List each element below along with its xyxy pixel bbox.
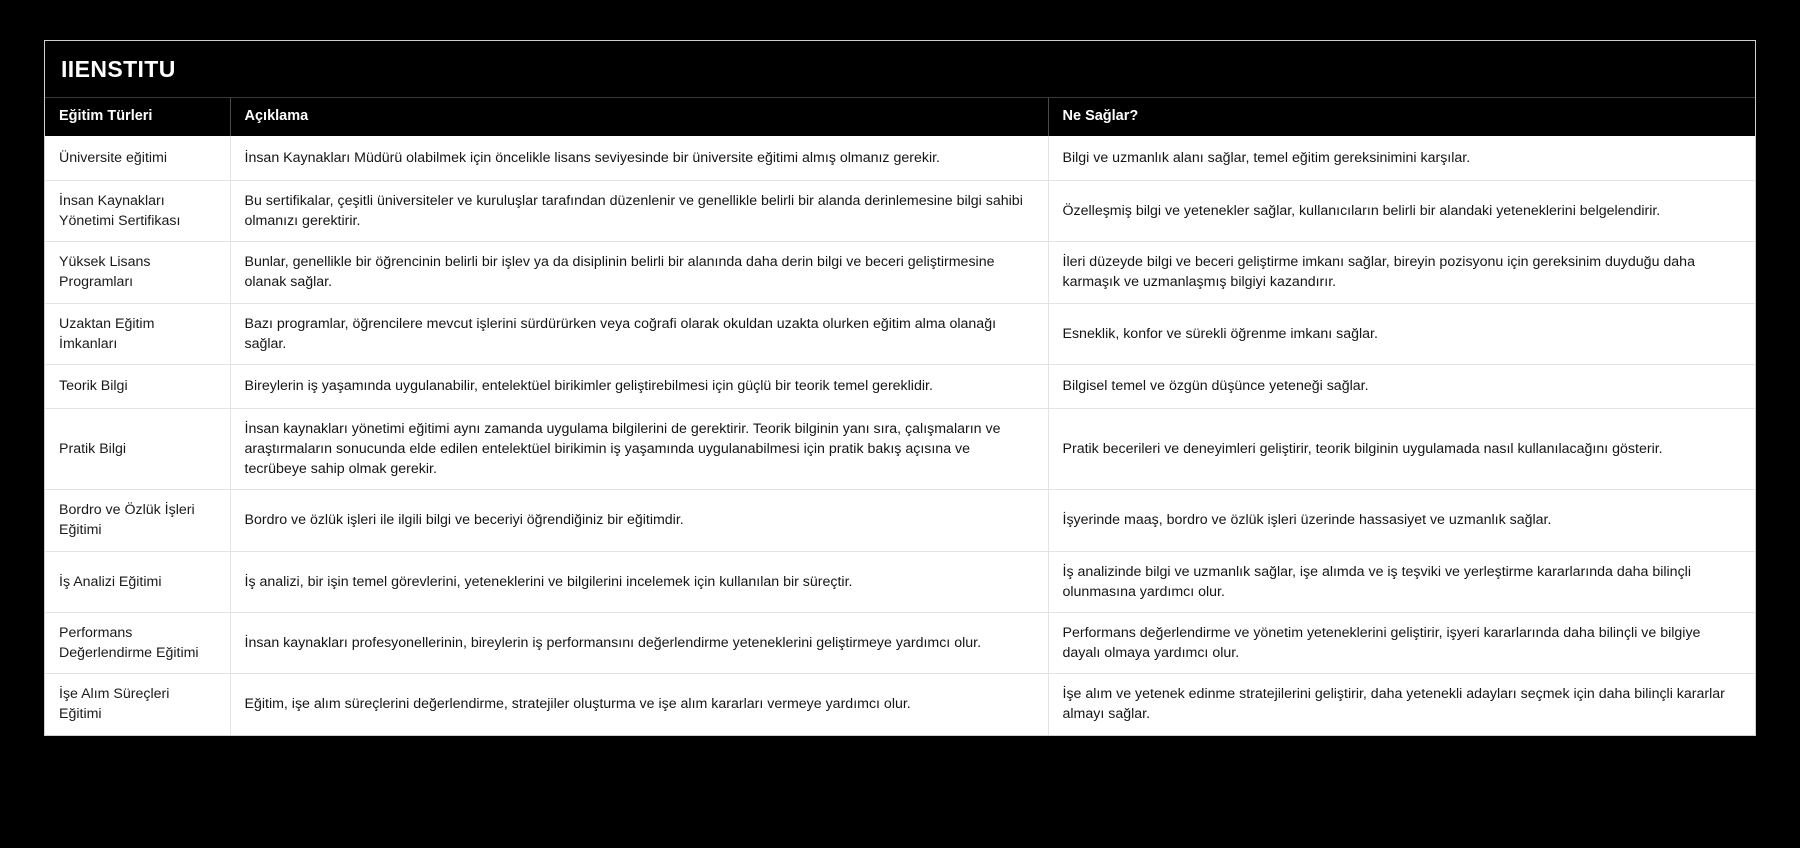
cell-training-type: Üniversite eğitimi [45, 136, 230, 180]
cell-benefit: Bilgi ve uzmanlık alanı sağlar, temel eğitim gereksinimini karşılar. [1048, 136, 1755, 180]
cell-training-type: İnsan Kaynakları Yönetimi Sertifikası [45, 180, 230, 241]
cell-description: Bireylerin iş yaşamında uygulanabilir, entelektüel birikimler geliştirebilmesi için güçlü bir teorik temel gereklidir. [230, 364, 1048, 408]
cell-training-type: Uzaktan Eğitim İmkanları [45, 303, 230, 364]
cell-description: Bazı programlar, öğrencilere mevcut işlerini sürdürürken veya coğrafi olarak okuldan uzakta olurken eğitim alma olanağı sağlar. [230, 303, 1048, 364]
table-row [45, 303, 1755, 364]
table-row [45, 136, 1755, 180]
table-row [45, 612, 1755, 673]
content-card [44, 40, 1756, 736]
table-row [45, 180, 1755, 241]
cell-description: İnsan kaynakları profesyonellerinin, bireylerin iş performansını değerlendirme yeteneklerini geliştirmeye yardımcı olur. [230, 612, 1048, 673]
table-header [45, 98, 1755, 136]
cell-training-type: İş Analizi Eğitimi [45, 551, 230, 612]
table-row [45, 242, 1755, 303]
column-header-description: Açıklama [230, 98, 1048, 136]
cell-benefit: Bilgisel temel ve özgün düşünce yeteneği sağlar. [1048, 364, 1755, 408]
column-header-benefits: Ne Sağlar? [1048, 98, 1755, 136]
cell-benefit: Özelleşmiş bilgi ve yetenekler sağlar, kullanıcıların belirli bir alandaki yeteneklerini belgelendirir. [1048, 180, 1755, 241]
brand-title: IIENSTITU [61, 55, 176, 82]
cell-benefit: İşe alım ve yetenek edinme stratejilerini geliştirir, daha yetenekli adayları seçmek için daha bilinçli kararlar almayı sağlar. [1048, 674, 1755, 735]
cell-benefit: Esneklik, konfor ve sürekli öğrenme imkanı sağlar. [1048, 303, 1755, 364]
table-body [45, 136, 1755, 734]
cell-training-type: İşe Alım Süreçleri Eğitimi [45, 674, 230, 735]
cell-training-type: Teorik Bilgi [45, 364, 230, 408]
column-header-training-types: Eğitim Türleri [45, 98, 230, 136]
cell-description: İnsan Kaynakları Müdürü olabilmek için öncelikle lisans seviyesinde bir üniversite eğitimi almış olmanız gerekir. [230, 136, 1048, 180]
table-row [45, 551, 1755, 612]
cell-benefit: İleri düzeyde bilgi ve beceri geliştirme imkanı sağlar, bireyin pozisyonu için gereksinim duyduğu daha karmaşık ve uzmanlaşmış bilgiyi kazandırır. [1048, 242, 1755, 303]
cell-description: Eğitim, işe alım süreçlerini değerlendirme, stratejiler oluşturma ve işe alım kararları vermeye yardımcı olur. [230, 674, 1048, 735]
cell-description: Bunlar, genellikle bir öğrencinin belirli bir işlev ya da disiplinin belirli bir alanında daha derin bilgi ve beceri geliştirmesine olanak sağlar. [230, 242, 1048, 303]
cell-benefit: Pratik becerileri ve deneyimleri geliştirir, teorik bilginin uygulamada nasıl kullanılacağını gösterir. [1048, 408, 1755, 489]
table-row [45, 408, 1755, 489]
cell-description: Bu sertifikalar, çeşitli üniversiteler ve kuruluşlar tarafından düzenlenir ve genellikle belirli bir alanda derinlemesine bilgi sahibi olmanızı gerektirir. [230, 180, 1048, 241]
cell-training-type: Pratik Bilgi [45, 408, 230, 489]
cell-benefit: İşyerinde maaş, bordro ve özlük işleri üzerinde hassasiyet ve uzmanlık sağlar. [1048, 490, 1755, 551]
cell-description: İnsan kaynakları yönetimi eğitimi aynı zamanda uygulama bilgilerini de gerektirir. Teorik bilginin yanı sıra, çalışmaların ve araştırmaların sonucunda elde edilen entelektüel birikimin iş yaşamında uygulanabilmesi için pratik bakış açısına ve tecrübeye sahip olmak gerekir. [230, 408, 1048, 489]
cell-benefit: Performans değerlendirme ve yönetim yeteneklerini geliştirir, işyeri kararlarında daha bilinçli ve bilgiye dayalı olmaya yardımcı olur. [1048, 612, 1755, 673]
cell-training-type: Yüksek Lisans Programları [45, 242, 230, 303]
table-row [45, 364, 1755, 408]
table-header-row [45, 98, 1755, 136]
cell-training-type: Performans Değerlendirme Eğitimi [45, 612, 230, 673]
cell-benefit: İş analizinde bilgi ve uzmanlık sağlar, işe alımda ve iş teşviki ve yerleştirme kararlarında daha bilinçli olunmasına yardımcı olur. [1048, 551, 1755, 612]
cell-description: Bordro ve özlük işleri ile ilgili bilgi ve beceriyi öğrendiğiniz bir eğitimdir. [230, 490, 1048, 551]
cell-training-type: Bordro ve Özlük İşleri Eğitimi [45, 490, 230, 551]
brand-header [45, 41, 1755, 98]
table-row [45, 674, 1755, 735]
cell-description: İş analizi, bir işin temel görevlerini, yeteneklerini ve bilgilerini incelemek için kullanılan bir süreçtir. [230, 551, 1048, 612]
training-types-table [45, 98, 1755, 735]
table-row [45, 490, 1755, 551]
